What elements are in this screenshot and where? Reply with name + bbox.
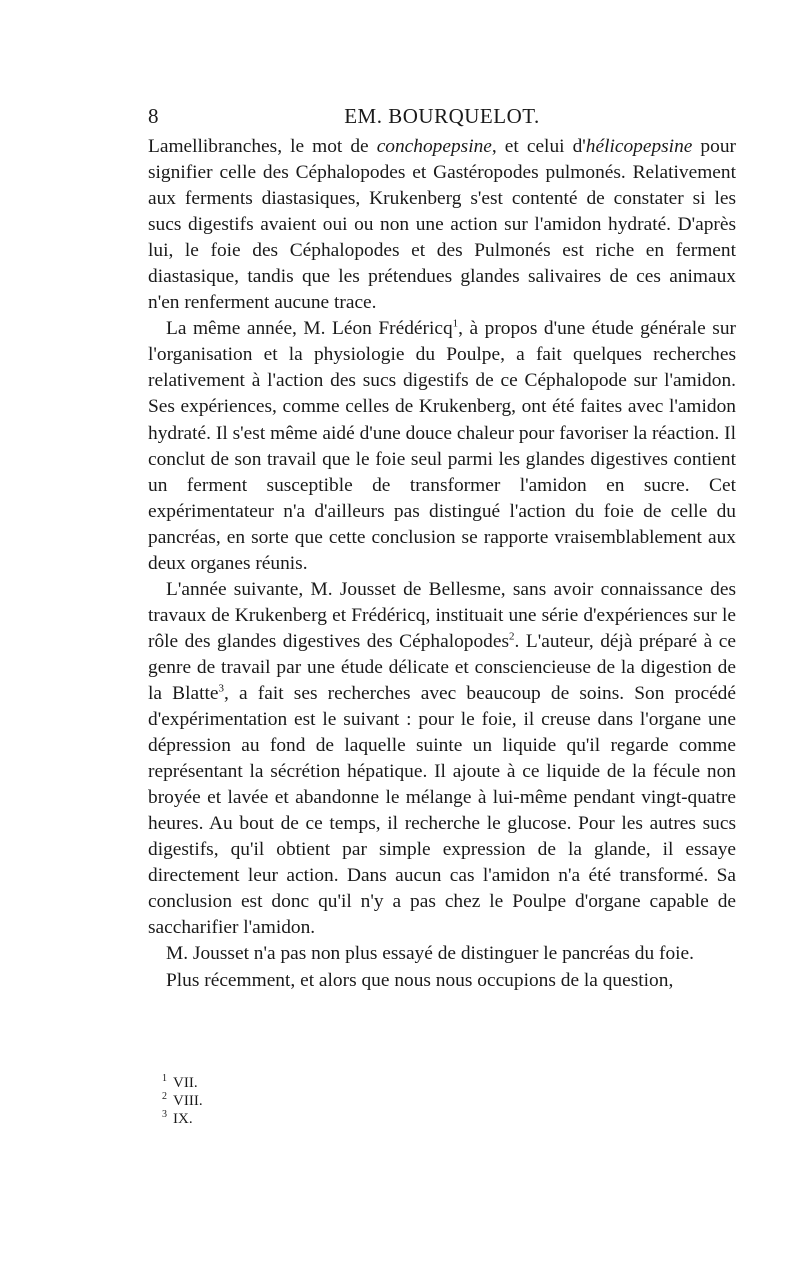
text-segment: Plus récemment, et alors que nous nous occupions de la question, bbox=[166, 969, 674, 991]
footnote-text: IX. bbox=[173, 1111, 193, 1127]
text-segment: . L'auteur, déjà préparé à ce genre de travail par une étude délicate et consciencieuse de la digestion de la Blatte bbox=[148, 630, 736, 704]
text-segment: , à propos d'une étude générale sur l'organisation et la physiologie du Poulpe, a fait quelques recherches relativement à l'action des sucs digestifs de ce Céphalopode sur l'amidon. Ses expériences, comme celles de Krukenberg, ont été faites avec l'amidon hydraté. Il s'est même aidé d'une douce chaleur pour favoriser la réaction. Il conclut de son travail que le foie seul parmi les glandes digestives contient un ferment susceptible de transformer l'amidon en sucre. Cet expérimentateur n'a d'ailleurs pas distingué l'action du foie de celle du pancréas, en sorte que cette conclusion se rapporte vraisemblablement aux deux organes réunis. bbox=[148, 318, 736, 574]
text-segment: Lamellibranches, le mot de bbox=[148, 136, 377, 157]
footnote bbox=[162, 1092, 462, 1110]
footnote-marker: 2 bbox=[509, 630, 515, 643]
footnote-number: 1 bbox=[162, 1073, 167, 1084]
footnote-number: 3 bbox=[162, 1109, 167, 1120]
page-number: 8 bbox=[148, 104, 159, 128]
running-title: EM. BOURQUELOT. bbox=[344, 104, 540, 128]
text-segment: , a fait ses recherches avec beaucoup de soins. Son procédé d'expérimentation est le suivant : pour le foie, il creuse dans l'organe une dépression au fond de laquelle suinte un liquide qu'il regarde comme représentant la sécrétion hépatique. Il ajoute à ce liquide de la fécule non broyée et lavée et abandonne le mélange à lui-même pendant vingt-quatre heures. Au bout de ce temps, il recherche le glucose. Pour les autres sucs digestifs, qu'il obtient par simple expression de la glande, il essaye directement leur action. Dans aucun cas l'amidon n'a été transformé. Sa conclusion est donc qu'il n'y a pas chez le Poulpe d'organe capable de saccharifier l'amidon. bbox=[148, 682, 736, 939]
italic-term: conchopepsine bbox=[376, 136, 492, 157]
footnote bbox=[162, 1110, 462, 1128]
text-segment: pour signifier celle des Céphalopodes et Gastéropodes pulmonés. Relativement aux ferments diastasiques, Krukenberg s'est contenté de constater si les sucs digestifs avaient oui ou non une action sur l'amidon hydraté. D'après lui, le foie des Céphalopodes et des Pulmonés est riche en ferment diastasique, tandis que les prétendues glandes salivaires de ces animaux n'en renferment aucune trace. bbox=[148, 136, 736, 314]
text-segment: L'année suivante, M. Jousset de Bellesme, sans avoir connaissance des travaux de Krukenberg et Frédéricq, instituait une série d'expériences sur le rôle des glandes digestives des Céphalopodes bbox=[148, 578, 736, 652]
footnote-text: VIII. bbox=[173, 1093, 203, 1109]
paragraph bbox=[148, 577, 736, 942]
paragraph bbox=[148, 941, 736, 967]
footnote bbox=[162, 1074, 462, 1092]
paragraph bbox=[148, 134, 736, 316]
footnote-text: VII. bbox=[173, 1075, 198, 1091]
page-header bbox=[148, 104, 736, 134]
body-text bbox=[148, 134, 736, 994]
footnote-marker: 1 bbox=[452, 317, 459, 330]
italic-term: hélicopepsine bbox=[585, 136, 693, 157]
footnote-marker: 3 bbox=[218, 682, 224, 695]
paragraph bbox=[148, 316, 736, 576]
footnote-number: 2 bbox=[162, 1091, 167, 1102]
paragraph bbox=[148, 968, 736, 994]
text-segment: M. Jousset n'a pas non plus essayé de distinguer le pancréas du foie. bbox=[166, 943, 694, 965]
text-segment: , et celui d' bbox=[491, 136, 586, 157]
text-segment: La même année, M. Léon Frédéricq bbox=[166, 318, 453, 340]
footnotes bbox=[162, 1074, 462, 1128]
